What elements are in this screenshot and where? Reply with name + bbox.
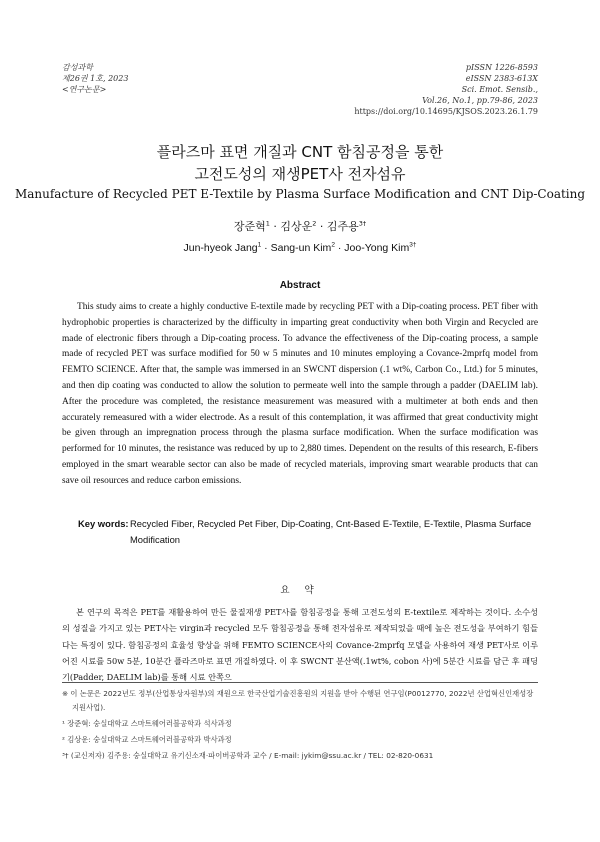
keywords [78,516,538,548]
korean-abstract-text: 본 연구의 목적은 PET를 재활용하여 만든 물질재생 PET사를 함침공정을 통해 고전도성의 E-textile로 제작하는 것이다. 소수성의 성질을 가지고 있는 PET사는 virgin과 recycled 모두 함침공정을 통해 전자섬유로 제작되었을 때에 높은 전도성을 부여하기 힘들다는 특징이 있다. 함침공정의 효율성 향상을 위해 FEMTO SCIENCE사의 Covance-2mprfq 모델을 사용하여 재생 PET사로 이루어진 시료를 50w 5분, 10분간 플라즈마로 표면 개질하였다. 이 후 SWCNT 분산액(.1wt%, cobon 사)에 5분간 시료를 담근 후 패딩기(Padder, DAELIM lab)를 통해 시료 안쪽으 [62,607,538,683]
journal-header-right [354,62,538,117]
footnotes [62,687,538,765]
funding-footnote: ※ 이 논문은 2022년도 정부(산업통상자원부)의 재원으로 한국산업기술진흥원의 지원을 받아 수행된 연구임(P0012770, 2022년 산업혁신인재성장지원사업). [62,689,534,712]
title-english: Manufacture of Recycled PET E-Textile by Plasma Surface Modification and CNT Dip-Coating [14,187,586,201]
author-separator: · [261,242,271,254]
author1-footnote: ¹ 장준혁: 숭실대학교 스마트웨어러블공학과 석사과정 [62,719,232,728]
author-separator: · [269,220,281,233]
volume-pages: Vol.26, No.1, pp.79-86, 2023 [422,96,538,105]
author-name: Jun-hyeok Jang [183,242,258,254]
author-name: Sang-un Kim [270,242,332,254]
keywords-text: Recycled Fiber, Recycled Pet Fiber, Dip-Coating, Cnt-Based E-Textile, E-Textile, Plasma Surface Modification [130,518,532,545]
author-name: 김상운 [280,220,313,233]
article-type: <연구논문> [62,85,107,94]
eissn: eISSN 2383-613X [465,74,538,83]
journal-volume: 제26권 1호, 2023 [62,74,129,83]
author-separator: · [334,242,345,254]
author-affiliation-mark: 1 [265,219,270,228]
pissn: pISSN 1226-8593 [465,63,538,72]
author-affiliation-mark: 2 [312,219,317,228]
author-name: Joo-Yong Kim [344,242,410,254]
author-affiliation-mark: 3† [358,219,367,228]
title-korean-line1: 플라즈마 표면 개질과 CNT 함침공정을 통한 [156,143,444,161]
author-affiliation-mark: 3† [409,241,417,249]
author-affiliation-mark: 2 [331,241,335,249]
authors-english [0,240,600,256]
journal-name: 감성과학 [62,63,93,72]
corresponding-author-footnote: ³† (교신저자) 김주용: 숭실대학교 유기신소재·파이버공학과 교수 / E-mail: jykim@ssu.ac.kr / TEL: 02-820-0631 [62,751,434,760]
title-korean-line2: 고전도성의 재생PET사 전자섬유 [194,165,406,183]
authors-korean [0,219,600,235]
doi-link[interactable]: https://doi.org/10.14695/KJSOS.2023.26.1.79 [354,107,538,116]
author2-footnote: ² 김상운: 숭실대학교 스마트웨어러블공학과 박사과정 [62,735,232,744]
author-separator: · [316,220,327,233]
korean-abstract-heading: 요 약 [280,585,320,596]
journal-header-left [62,62,128,95]
keywords-label: Key words: [78,518,129,529]
abstract-heading: Abstract [279,280,321,291]
author-name: 김주용 [326,220,359,233]
author-affiliation-mark: 1 [257,241,262,249]
author-name: 장준혁 [233,220,266,233]
journal-abbrev: Sci. Emot. Sensib., [461,85,538,94]
abstract-text: This study aims to create a highly conductive E-textile made by recycling PET with a Dip-coating process. PET fiber with hydrophobic properties is characterized by the difficulty in imparting great conductivity when both Virgin and Recycled are made of electronic fibers through a Dip-coating process. To advance the effectiveness of the Dip-coating process, a sample made of recycled PET was surface modified for 50 w 5 minutes and 10 minutes employing a Covance-2mprfq model from FEMTO SCIENCE. After that, the sample was immersed in an SWCNT dispersion (.1 wt%, Carbon Co., Ltd.) for 5 minutes, and then dip coating was conducted to allow the solution to permeate well into the sample through a padder (DAELIM lab). After the procedure was completed, the resistance measurement was measured with a multimeter at both ends and then accurately remeasured with a wider electrode. As a result of this contemplation, it was affirmed that great conductivity might be given through an impregnation process through the plasma surface modification. When the surface modification was performed for 10 minutes, the resistance was reduced by up to 2,880 times. Dependent on the results of this research, E-fibers employed in the smart wearable sector can also be made of recycled materials, improving smart wearable products that can save oil resources and reduce carbon emissions. [62,302,538,486]
footnote-divider [62,682,538,683]
